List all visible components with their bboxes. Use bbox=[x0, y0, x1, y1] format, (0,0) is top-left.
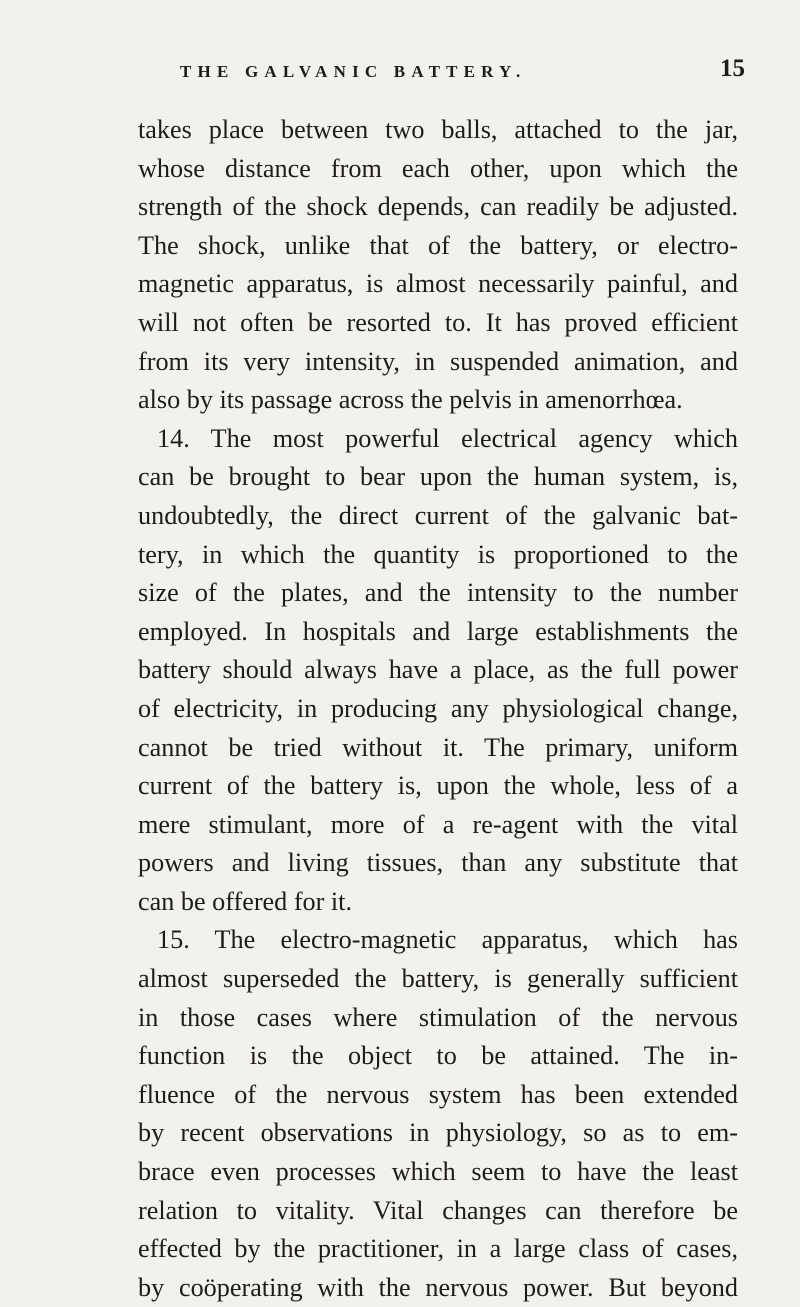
page-number: 15 bbox=[720, 55, 745, 82]
text-line: also by its passage across the pelvis in amenorrhœa. bbox=[138, 385, 683, 415]
text-line: can be brought to bear upon the human system, is, bbox=[138, 462, 738, 492]
text-line: from its very intensity, in suspended animation, and bbox=[138, 346, 738, 376]
text-line: by coöperating with the nervous power. But beyond bbox=[138, 1272, 738, 1302]
text-line: powers and living tissues, than any substitute that bbox=[138, 848, 738, 878]
text-line: function is the object to be attained. The in- bbox=[138, 1041, 738, 1071]
text-line: whose distance from each other, upon which the bbox=[138, 153, 738, 183]
text-line: in those cases where stimulation of the nervous bbox=[138, 1002, 738, 1032]
text-line: The shock, unlike that of the battery, or electro- bbox=[138, 230, 738, 260]
text-line: battery should always have a place, as the full power bbox=[138, 655, 738, 685]
text-line: strength of the shock depends, can readily be adjusted. bbox=[138, 192, 738, 222]
text-line: magnetic apparatus, is almost necessarily painful, and bbox=[138, 269, 738, 299]
text-line: by recent observations in physiology, so as to em- bbox=[138, 1118, 738, 1148]
text-line: fluence of the nervous system has been extended bbox=[138, 1079, 738, 1109]
text-line: effected by the practitioner, in a large class of cases, bbox=[138, 1234, 738, 1264]
text-line: current of the battery is, upon the whole, less of a bbox=[138, 771, 738, 801]
text-line: employed. In hospitals and large establishments the bbox=[138, 616, 738, 646]
text-line: mere stimulant, more of a re-agent with the vital bbox=[138, 809, 738, 839]
text-line: undoubtedly, the direct current of the galvanic bat- bbox=[138, 500, 738, 530]
body-text bbox=[138, 111, 738, 1307]
running-header bbox=[0, 55, 800, 92]
text-line: can be offered for it. bbox=[138, 886, 353, 916]
text-line: brace even processes which seem to have the least bbox=[138, 1157, 738, 1187]
text-line: of electricity, in producing any physiological change, bbox=[138, 693, 738, 723]
text-line: will not often be resorted to. It has proved efficient bbox=[138, 307, 738, 337]
text-line: cannot be tried without it. The primary, uniform bbox=[138, 732, 738, 762]
paragraph-15-start: 15. The electro-magnetic apparatus, which has bbox=[157, 925, 738, 955]
running-title: THE GALVANIC BATTERY. bbox=[180, 62, 527, 81]
text-line: takes place between two balls, attached to the jar, bbox=[138, 115, 738, 144]
paragraph-14-start: 14. The most powerful electrical agency which bbox=[157, 423, 738, 453]
text-line: size of the plates, and the intensity to the number bbox=[138, 578, 738, 608]
text-line: almost superseded the battery, is generally sufficient bbox=[138, 964, 738, 994]
text-line: tery, in which the quantity is proportioned to the bbox=[138, 539, 738, 569]
text-line: relation to vitality. Vital changes can therefore be bbox=[138, 1195, 738, 1225]
